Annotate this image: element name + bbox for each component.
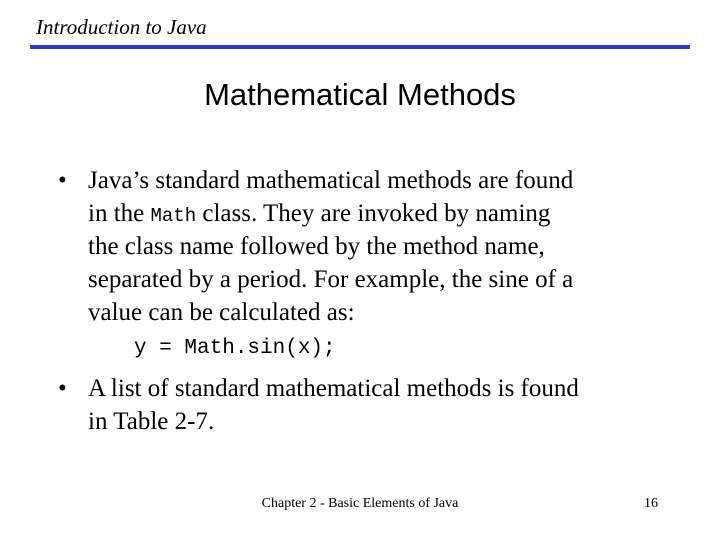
bullet1-line2: [88, 201, 550, 226]
header-title: Introduction to Java: [36, 15, 207, 39]
header-rule: [30, 45, 690, 49]
code-example: y = Math.sin(x);: [134, 337, 336, 360]
bullet1-line2-before: in the: [88, 200, 151, 227]
bullet-marker: •: [58, 375, 67, 402]
bullet-marker: •: [58, 167, 67, 194]
bullet1-line2-after: class. They are invoked by naming: [196, 200, 551, 227]
slide-title: Mathematical Methods: [204, 77, 516, 112]
inline-code-math: Math: [150, 205, 197, 227]
footer-chapter: Chapter 2 - Basic Elements of Java: [261, 496, 459, 511]
bullet1-line1: Java’s standard mathematical methods are found: [88, 167, 574, 194]
bullet2-line1: A list of standard mathematical methods is found: [88, 375, 579, 402]
footer-page-number: 16: [644, 496, 658, 511]
bullet1-line5: value can be calculated as:: [88, 299, 355, 326]
bullet1-line3: the class name followed by the method name,: [88, 233, 545, 260]
bullet2-line2: in Table 2-7.: [88, 408, 215, 435]
bullet1-line4: separated by a period. For example, the sine of a: [88, 266, 574, 293]
